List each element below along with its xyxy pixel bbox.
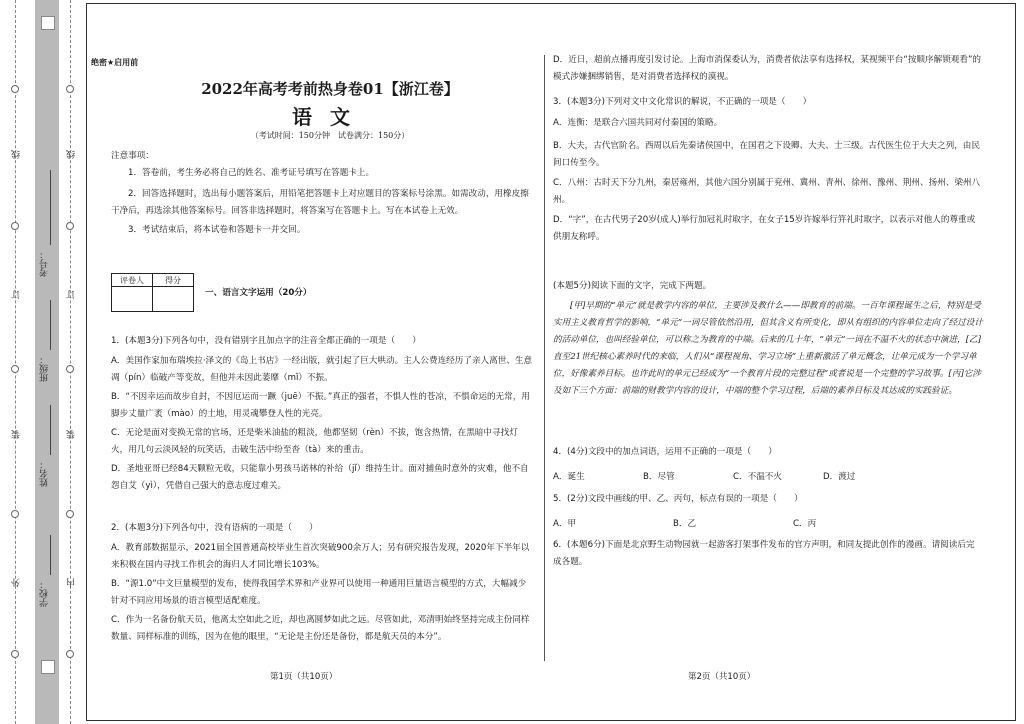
outer-dashed-line — [15, 0, 16, 724]
q4-option-b: B．尽管 — [643, 472, 675, 482]
q5-option-c: C．丙 — [793, 519, 817, 529]
q3-stem: 3．(本题3分)下列对文中文化常识的解说，不正确的一项是（ ） — [553, 97, 812, 107]
outer-label-ding: 订 — [12, 290, 22, 299]
notice-heading: 注意事项： — [111, 151, 154, 161]
inner-dashed-line — [70, 0, 71, 724]
inner-label-zhuang: 装 — [67, 430, 77, 439]
binding-hole — [66, 85, 74, 93]
q6-block — [553, 537, 983, 571]
q1-option-c: C．无论是面对变换无常的官场，还是柴米油盐的粗淡，他都坚韧（rèn）不拔，饱含热情，在黑暗中寻找灯火，用几句云淡风轻的玩笑话，击破生活中纷至沓（tà）来的重击。 — [111, 428, 518, 455]
q1-block — [111, 335, 533, 495]
field-school-line[interactable] — [50, 535, 51, 575]
field-class-label: 班级： — [40, 355, 50, 382]
field-class-line[interactable] — [50, 300, 51, 350]
outer-label-wai: 外 — [12, 578, 22, 587]
q3-option-d: D．“字”，在古代男子20岁(成人)举行加冠礼时取字，在女子15岁许嫁举行笄礼时取字，以表示对他人的尊重或供朋友称呼。 — [553, 215, 976, 242]
q1-option-d: D．圣地亚哥已经84天颗粒无收，只能靠小男孩马诺林的补给（jǐ）维持生计。面对捕鱼时意外的灾难，他不自怨自艾（yì），凭借自己强大的意志度过难关。 — [111, 464, 529, 491]
column-divider — [544, 55, 545, 661]
section-title: 一、语言文字运用（20分） — [205, 288, 312, 298]
q2-option-a: A．教育部数据显示，2021届全国普通高校毕业生首次突破900余万人；另有研究报告发现，2020年下半年以来积极在国内寻找工作机会的海归人才同比增长103%。 — [111, 543, 530, 570]
q4-stem: 4．(4分)文段中的加点词语，运用不正确的一项是（ ） — [553, 447, 777, 457]
q4-option-d: D．渡过 — [823, 472, 856, 482]
q2-option-b: B．“源1.0”中文巨量模型的发布，使得我国学术界和产业界可以使用一种通用巨量语言模型的方式，大幅减少针对不同应用场景的语言模型适配难度。 — [111, 579, 527, 606]
page-number-left: 第1页（共10页） — [270, 672, 338, 682]
inner-label-ding: 订 — [67, 290, 77, 299]
outer-label-xian: 线 — [12, 150, 22, 159]
binding-hole — [11, 85, 19, 93]
field-name-line[interactable] — [50, 405, 51, 455]
q5-option-a: A．甲 — [553, 519, 577, 529]
q4-option-a: A．诞生 — [553, 472, 585, 482]
binding-hole — [66, 222, 74, 230]
q5-stem: 5．(2分)文段中画线的甲、乙、丙句，标点有误的一项是（ ） — [553, 494, 803, 504]
notice-item: 3．考试结束后，将本试卷和答题卡一并交回。 — [128, 225, 306, 235]
binding-hole — [66, 510, 74, 518]
q2-option-c: C．作为一名备份航天员，他离太空如此之近，却也离圆梦如此之远。尽管如此，邓清明始终坚持完成主份同样数量、同样标准的训练，因为在他的眼里，“无论是主份还是备份，都是航天员的本分”。 — [111, 615, 530, 642]
q1-stem: 1．(本题3分)下列各句中，没有错别字且加点字的注音全都正确的一项是（ ） — [111, 336, 421, 346]
field-name-label: 姓名： — [40, 460, 50, 487]
inner-label-nei: 内 — [67, 578, 77, 587]
q5-option-b: B．乙 — [673, 519, 697, 529]
q1-option-b: B．“不因幸运而故步自封，不因厄运而一蹶（juē）不振。”真正的强者，不惧人性的苍凉，不惧命运的无常，用脚步丈量广袤（mào）的土地，用灵魂攀登人性的光亮。 — [111, 392, 530, 419]
score-box-grader: 评卷人 — [112, 274, 153, 287]
binding-hole — [66, 650, 74, 658]
outer-label-zhuang: 装 — [12, 430, 22, 439]
q2-continued-block — [553, 52, 983, 86]
field-id-line[interactable] — [50, 170, 51, 245]
q2-option-d: D．近日，超前点播再度引发讨论。上海市消保委认为，消费者依法享有选择权，某视频平台“按顺序解锁观看”的模式涉嫌捆绑销售，是对消费者选择权的漠视。 — [553, 55, 982, 82]
passage-block — [553, 280, 983, 400]
exam-title: 2022年高考考前热身卷01【浙江卷】 — [201, 80, 459, 98]
subject-title: 语文 — [292, 105, 368, 129]
field-school-label: 学校： — [40, 580, 50, 607]
notice-item: 2．回答选择题时，选出每小题答案后，用铅笔把答题卡上对应题目的答案标号涂黑。如需改动，用橡皮擦干净后，再选涂其他答案标号。回答非选择题时，将答案写在答题卡上。写在本试卷上无效。 — [111, 189, 529, 216]
page-number-right: 第2页（共10页） — [688, 672, 756, 682]
binding-hole — [11, 365, 19, 373]
score-box-score: 得分 — [153, 274, 194, 287]
notice-block — [111, 150, 531, 237]
q3-block — [553, 96, 983, 246]
exam-meta: （考试时间：150分钟 试卷满分：150分） — [250, 131, 410, 140]
notice-item: 1．答卷前，考生务必将自己的姓名、准考证号填写在答题卡上。 — [128, 168, 375, 178]
passage-text: [甲]早期的“单元”就是教学内容的单位，主要涉及教什么——即教育的前端。一百年课程诞生之后，特别是受实用主义教育哲学的影响，“单元”一词尽管依然沿用，但其含义有所变化，即从有组织的内容单位走向了经过设计的活动单位，也叫经验单位，可以称之为教育的中端。后来的几十年，“单元”一词在不温不火的状态中演进，[乙]直至21世纪核心素养时代的来临，人们从“课程视角、学习立场”上重新激活了单元概念，让单元成为一个学习单位，好像素养目标。也许此时的单元已经成为“一个教育片段的完整过程”或者说是一个完整的学习故事。[丙]它涉及如下三个方面：前端的财教学内容的设计，中端的整个学习过程，后端的素养目标及其达成的实践验证。 — [553, 301, 983, 396]
q3-option-c: C．八州：古时天下分九州，秦居雍州，其他六国分别属于兖州、冀州、青州、徐州、豫州、荆州、扬州、梁州八州。 — [553, 178, 981, 205]
score-box — [111, 273, 194, 312]
q1-option-a: A．美国作家加布瑞埃拉·泽文的《岛上书店》一经出版，就引起了巨大哄动。主人公费连经历了亲人离世、生意凋（pín）临破产等变故，但他并未因此萎靡（mǐ）不振。 — [111, 356, 533, 383]
q2-block — [111, 522, 533, 646]
q3-option-a: A．连衡：是联合六国共同对付秦国的策略。 — [553, 118, 723, 128]
q3-option-b: B．大夫，古代官阶名。西周以后先秦诸侯国中，在国君之下设卿、大夫、士三级。古代医生位于大夫之列，由民间口传至今。 — [553, 141, 980, 168]
q2-stem: 2．(本题3分)下列各句中，没有语病的一项是（ ） — [111, 523, 318, 533]
passage-intro: (本题5分)阅读下面的文字，完成下两题。 — [553, 281, 712, 291]
field-id-label: 考号： — [40, 250, 50, 277]
inner-label-xian: 线 — [67, 150, 77, 159]
binding-hole — [11, 650, 19, 658]
q4-option-c: C．不温不火 — [733, 472, 782, 482]
q6-stem: 6．(本题6分)下面是北京野生动物园就一起游客打架事件发布的官方声明，和同友提此创作的漫画。请阅读后完成各题。 — [553, 540, 975, 567]
tick-box — [41, 16, 55, 30]
binding-hole — [11, 510, 19, 518]
secret-mark: 绝密★启用前 — [91, 58, 139, 67]
tick-box — [41, 660, 55, 674]
binding-hole — [11, 222, 19, 230]
binding-hole — [66, 365, 74, 373]
